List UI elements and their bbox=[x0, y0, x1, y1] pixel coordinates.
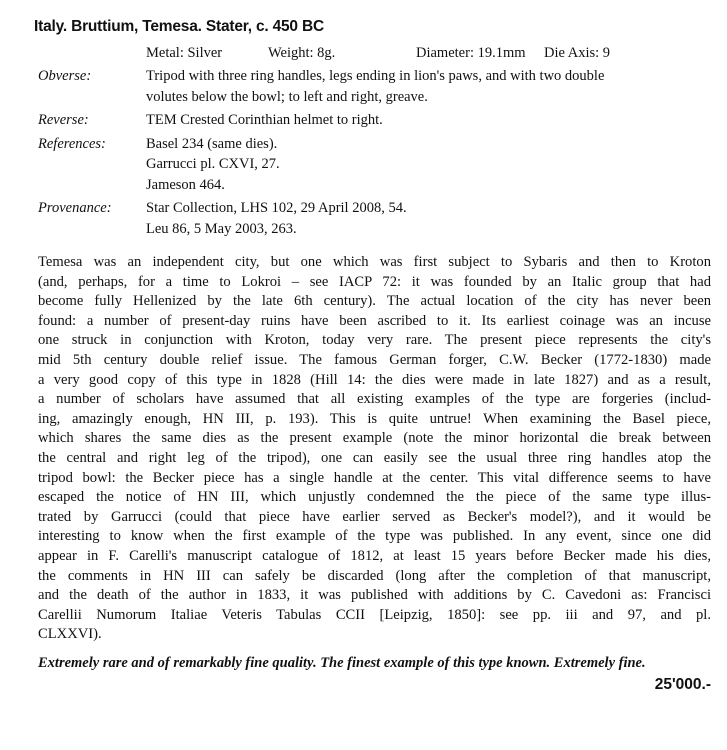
die-axis-spec: Die Axis: 9 bbox=[544, 45, 611, 61]
paragraph-line: CLXXVI). bbox=[38, 626, 102, 643]
paragraph-line: trated by Garrucci (could that piece have earlier served as Becker's model?), and it would be bbox=[38, 508, 711, 525]
references-label: References: bbox=[38, 135, 106, 152]
estimate-price: 25'000.- bbox=[654, 675, 711, 693]
paragraph-line: which shares the same dies as the present example (note the minor horizontal die break between bbox=[38, 430, 711, 447]
reverse-line: TEM Crested Corinthian helmet to right. bbox=[146, 112, 383, 128]
paragraph-line: the central and right leg of the tripod), one can easily see the usual three ring handles atop the bbox=[38, 449, 711, 466]
grade-summary: Extremely rare and of remarkably fine quality. The finest example of this type known. Extremely fine. bbox=[38, 654, 646, 671]
paragraph-line: escaped the notice of HN III, which unjustly condemned the the piece of the same type illus- bbox=[38, 489, 711, 506]
reverse-label: Reverse: bbox=[38, 112, 89, 128]
reference-item: Garrucci pl. CXVI, 27. bbox=[146, 156, 280, 172]
references-section bbox=[38, 134, 711, 196]
paragraph-line: tripod bowl: the Becker piece has a single handle at the center. This vital difference seems to have bbox=[38, 469, 711, 486]
provenance-item: Leu 86, 5 May 2003, 263. bbox=[146, 220, 297, 237]
obverse-line: Tripod with three ring handles, legs ending in lion's paws, and with two double bbox=[146, 68, 605, 84]
reverse-description bbox=[146, 110, 711, 131]
paragraph-line: Carellii Numorum Italiae Veteris Tabulas CCII [Leipzig, 1850]: see pp. iii and 97, and pl. bbox=[38, 606, 711, 623]
paragraph-line: the comments in HN III can safely be discarded (long after the completion of that manuscript, bbox=[38, 567, 711, 584]
paragraph-line: ing, amazingly enough, HN III, p. 193). This is quite untrue! When examining the Basel piece, bbox=[38, 410, 711, 427]
paragraph-line: mid 5th century double relief issue. The famous German forger, C.W. Becker (1772-1830) made bbox=[38, 351, 711, 368]
paragraph-line: interesting to know when the first example of the type was published. In any event, since one did bbox=[38, 528, 711, 545]
obverse-line: volutes below the bowl; to left and right, greave. bbox=[146, 88, 428, 105]
paragraph-line: a number of scholars have assumed that all existing examples of the type are forgeries (includ- bbox=[38, 391, 711, 408]
description-paragraph bbox=[38, 253, 711, 645]
paragraph-line: Temesa was an independent city, but one which was first subject to Sybaris and then to Kroton bbox=[38, 254, 711, 270]
provenance-label: Provenance: bbox=[38, 200, 112, 216]
lot-title: Italy. Bruttium, Temesa. Stater, c. 450 BC bbox=[34, 18, 324, 35]
paragraph-line: appear in F. Carelli's manuscript catalogue of 1812, at least 15 years before Becker made his dies, bbox=[38, 547, 711, 564]
reference-item: Basel 234 (same dies). bbox=[146, 135, 278, 152]
coin-specs bbox=[146, 45, 711, 62]
reference-item: Jameson 464. bbox=[146, 176, 225, 193]
obverse-description bbox=[146, 66, 711, 107]
metal-spec: Metal: Silver bbox=[146, 45, 223, 61]
references-list bbox=[146, 134, 711, 196]
weight-spec: Weight: 8g. bbox=[268, 45, 336, 61]
paragraph-line: (and, perhaps, for a time to Lokroi – see IACP 72: it was founded by an Italic group that had bbox=[38, 273, 711, 290]
obverse-label: Obverse: bbox=[38, 68, 92, 84]
provenance-item: Star Collection, LHS 102, 29 April 2008, 54. bbox=[146, 200, 407, 216]
diameter-spec: Diameter: 19.1mm bbox=[416, 45, 526, 61]
provenance-section bbox=[38, 198, 711, 239]
paragraph-line: and the death of the author in 1833, it was published with additions by C. Cavedoni as: Francisci bbox=[38, 587, 711, 604]
reverse-section bbox=[38, 110, 711, 131]
paragraph-line: become fully Hellenized by the late 6th century). The actual location of the city has never been bbox=[38, 293, 711, 310]
provenance-list bbox=[146, 198, 711, 239]
paragraph-line: found: a number of present-day ruins have been ascribed to it. Its earliest coinage was an incuse bbox=[38, 312, 711, 329]
obverse-section bbox=[38, 66, 711, 107]
paragraph-line: one struck in conjunction with Kroton, today very rare. The present piece represents the city's bbox=[38, 332, 711, 349]
paragraph-line: a very good copy of this type in 1828 (Hill 14: the dies were made in late 1827) and as a result, bbox=[38, 371, 711, 388]
